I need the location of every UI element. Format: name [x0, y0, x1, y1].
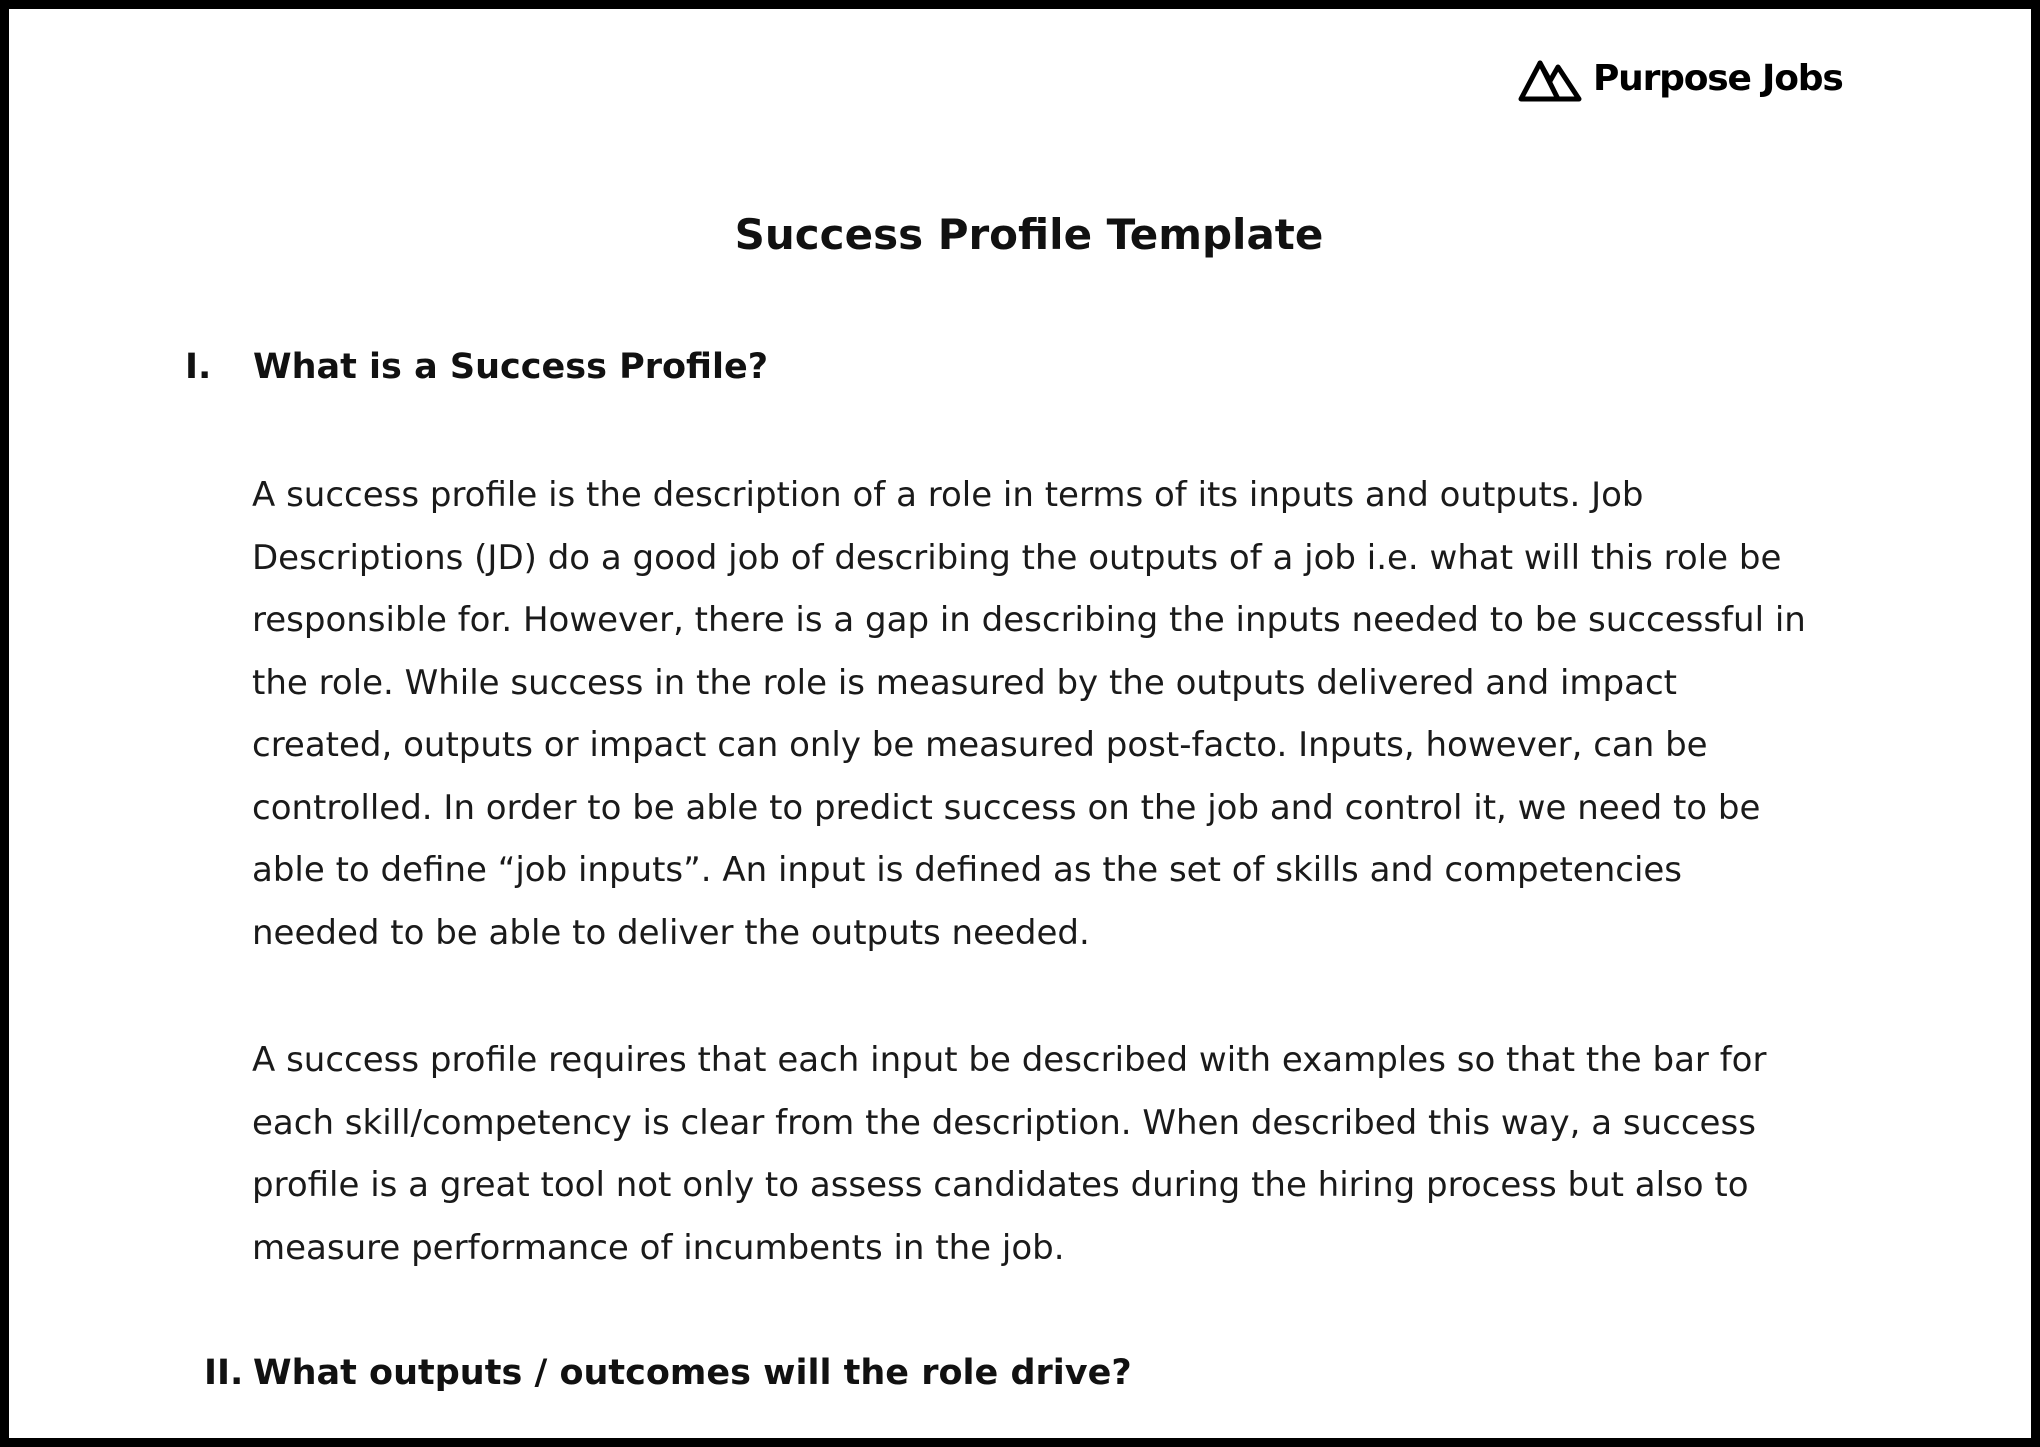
brand-logo	[1517, 55, 1843, 103]
brand-name: Purpose Jobs	[1593, 58, 1843, 99]
section-heading-2	[169, 1348, 1132, 1398]
section-number: I.	[185, 347, 212, 387]
mountain-peaks-icon	[1517, 55, 1583, 103]
document-title: Success Profile Template	[734, 210, 1324, 259]
body-paragraph: A success profile is the description of a role in terms of its inputs and outputs. Job Descriptions (JD) do a good job of describing the outputs of a job i.e. what will this role be responsible for. However, there is a gap in describing the inputs needed to be successful in the role. While success in the role is measured by the outputs delivered and impact created, outputs or impact can only be measured post-facto. Inputs, however, can be controlled. In order to be able to predict success on the job and control it, we need to be able to define “job inputs”. An input is defined as the set of skills and competencies needed to be able to deliver the outputs needed.	[252, 475, 1806, 953]
section-number: II.	[204, 1353, 244, 1393]
section-title: What is a Success Profile?	[253, 347, 769, 387]
section-heading-1	[169, 342, 768, 392]
body-paragraph: A success profile requires that each input be described with examples so that the bar for each skill/competency is clear from the description. When described this way, a success profile is a great tool not only to assess candidates during the hiring process but also to measure performance of incumbents in the job.	[252, 1040, 1767, 1268]
section-title: What outputs / outcomes will the role drive?	[253, 1353, 1132, 1393]
